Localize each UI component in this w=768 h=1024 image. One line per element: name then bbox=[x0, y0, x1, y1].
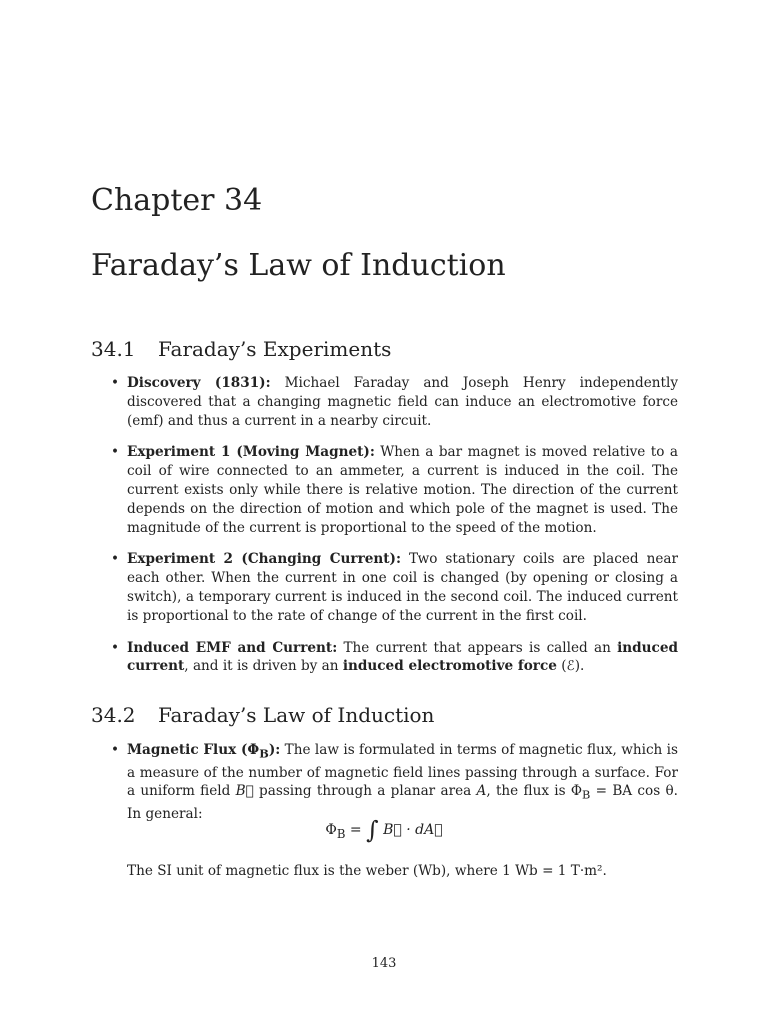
item-term: Magnetic Flux (Φ bbox=[127, 742, 260, 758]
item-text: , the flux is Φ bbox=[486, 783, 583, 800]
item-text: = BA cos θ. In general: bbox=[127, 783, 678, 822]
area-symbol: A bbox=[476, 783, 487, 800]
item-term-end: ): bbox=[268, 742, 281, 758]
section-heading-34-2 bbox=[91, 702, 434, 728]
experiments-list bbox=[91, 374, 678, 689]
integral-sign: ∫ bbox=[366, 816, 379, 844]
item-text: The current that appears is called an bbox=[337, 639, 618, 656]
section-heading-34-1 bbox=[91, 336, 391, 362]
flux-subscript: B bbox=[582, 788, 591, 803]
formula-rhs: B⃗ · dA⃗ bbox=[378, 822, 443, 838]
item-term: Discovery (1831): bbox=[127, 375, 271, 391]
item-text: , and it is driven by an bbox=[184, 658, 343, 675]
item-term-subscript: B bbox=[259, 746, 269, 761]
list-item-experiment-1 bbox=[91, 443, 678, 537]
item-bold-term: induced electromotive force bbox=[342, 658, 557, 675]
list-item-discovery bbox=[91, 374, 678, 430]
list-item-induced-emf bbox=[91, 639, 678, 677]
formula-equals: = bbox=[345, 822, 367, 838]
vector-b: B⃗ bbox=[235, 783, 254, 800]
section-number: 34.1 bbox=[91, 337, 136, 361]
item-bold-term: induced current bbox=[127, 639, 678, 675]
flux-formula bbox=[0, 815, 768, 849]
section-number: 34.2 bbox=[91, 703, 136, 727]
si-unit-note: The SI unit of magnetic flux is the weber (Wb), where 1 Wb = 1 T·m². bbox=[127, 863, 607, 879]
chapter-title: Faraday’s Law of Induction bbox=[91, 248, 506, 283]
list-item-magnetic-flux bbox=[91, 741, 678, 824]
formula-lhs-subscript: B bbox=[336, 826, 346, 841]
formula-lhs: Φ bbox=[325, 822, 337, 838]
item-term: Induced EMF and Current: bbox=[127, 639, 338, 656]
item-term: Experiment 2 (Changing Current): bbox=[127, 551, 401, 568]
item-text: passing through a planar area bbox=[253, 783, 477, 800]
item-text: (ℰ). bbox=[556, 658, 585, 675]
section-title: Faraday’s Law of Induction bbox=[158, 703, 435, 727]
section-title: Faraday’s Experiments bbox=[158, 337, 392, 361]
item-text: The law is formulated in terms of magnetic flux, which is a measure of the number of magnetic field lines passing through a surface. For a uniform field bbox=[127, 742, 679, 800]
item-term: Experiment 1 (Moving Magnet): bbox=[127, 444, 375, 461]
chapter-label: Chapter 34 bbox=[91, 183, 263, 218]
item-text: Two stationary coils are placed near each other. When the current in one coil is changed (by opening or closing a switch), a temporary current is induced in the second coil. The induced current is proportional to the rate of change of the current in the first coil. bbox=[127, 551, 678, 624]
list-item-experiment-2 bbox=[91, 550, 678, 625]
item-text: When a bar magnet is moved relative to a coil of wire connected to an ammeter, a current is induced in the coil. The current exists only while there is relative motion. The direction of the current depends on the direction of motion and which pole of the magnet is used. The magnitude of the current is proportional to the speed of the motion. bbox=[127, 444, 678, 536]
item-text: Michael Faraday and Joseph Henry independently discovered that a changing magnetic field can induce an electromotive force (emf) and thus a current in a nearby circuit. bbox=[127, 375, 678, 429]
page-number: 143 bbox=[371, 956, 397, 971]
